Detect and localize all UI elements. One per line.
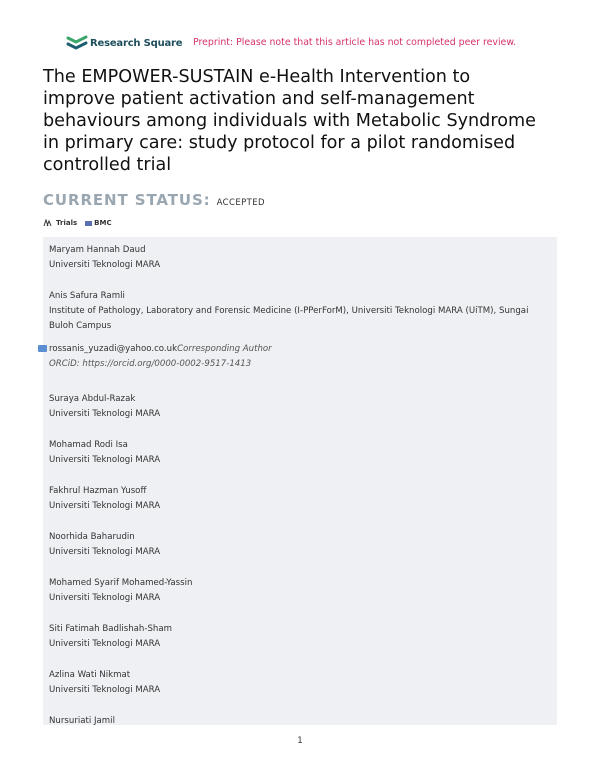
author-affiliation: Universiti Teknologi MARA — [49, 260, 161, 270]
article-title: The EMPOWER-SUSTAIN e-Health Intervention to improve patient activation and self-management behaviours among individuals with Metabolic Syndrome in primary care: study protocol for a pilot randomised controlled trial — [43, 67, 536, 175]
author-entry — [49, 289, 551, 334]
author-entry — [49, 484, 551, 514]
author-affiliation: Universiti Teknologi MARA — [49, 409, 161, 419]
status-value: ACCEPTED — [216, 198, 265, 208]
trials-logo-icon — [43, 219, 53, 227]
corresponding-email[interactable]: rossanis_yuzadi@yahoo.co.uk — [49, 344, 178, 354]
journal-trials[interactable]: Trials — [56, 219, 78, 227]
author-affiliation: Universiti Teknologi MARA — [49, 639, 161, 649]
author-name: Siti Fatimah Badlishah-Sham — [49, 624, 172, 634]
author-entry — [49, 622, 551, 652]
authors-panel — [43, 237, 557, 725]
preprint-notice: Preprint: Please note that this article has not completed peer review. — [193, 37, 517, 48]
author-name: Mohamad Rodi Isa — [49, 440, 128, 450]
email-icon — [38, 345, 47, 352]
author-affiliation: Institute of Pathology, Laboratory and Forensic Medicine (I-PPerForM), Universiti Teknologi MARA (UiTM), Sungai Buloh Campus — [49, 306, 529, 331]
author-name: Anis Safura Ramli — [49, 291, 125, 301]
research-square-logo[interactable] — [66, 34, 182, 52]
author-name: Noorhida Baharudin — [49, 532, 135, 542]
author-name: Suraya Abdul-Razak — [49, 394, 136, 404]
author-entry — [49, 392, 551, 422]
status-label: CURRENT STATUS: — [43, 191, 211, 209]
author-name: Maryam Hannah Daud — [49, 245, 146, 255]
author-affiliation: Universiti Teknologi MARA — [49, 593, 161, 603]
corresponding-role: Corresponding Author — [177, 344, 272, 354]
page-number: 1 — [297, 736, 303, 746]
author-name: Nursuriati Jamil — [49, 716, 115, 726]
journal-badges — [43, 219, 112, 227]
orcid-link[interactable]: ORCiD: https://orcid.org/0000-0002-9517-1413 — [49, 359, 252, 369]
corresponding-author — [49, 342, 551, 372]
author-affiliation: Universiti Teknologi MARA — [49, 685, 161, 695]
author-affiliation: Universiti Teknologi MARA — [49, 501, 161, 511]
author-name: Mohamed Syarif Mohamed-Yassin — [49, 578, 193, 588]
author-entry — [49, 438, 551, 468]
page-header — [66, 34, 546, 54]
author-entry — [49, 530, 551, 560]
corresponding-line — [49, 342, 551, 357]
research-square-logo-icon — [66, 34, 88, 52]
logo-text: Research Square — [90, 37, 183, 49]
author-entry — [49, 576, 551, 606]
current-status — [43, 191, 265, 209]
author-affiliation: Universiti Teknologi MARA — [49, 455, 161, 465]
journal-bmc[interactable]: BMC — [94, 219, 112, 227]
bmc-logo-icon — [85, 221, 92, 226]
author-name: Fakhrul Hazman Yusoff — [49, 486, 147, 496]
author-entry — [49, 714, 551, 729]
author-affiliation: Universiti Teknologi MARA — [49, 547, 161, 557]
author-name: Azlina Wati Nikmat — [49, 670, 131, 680]
author-entry — [49, 668, 551, 698]
author-entry — [49, 243, 551, 273]
